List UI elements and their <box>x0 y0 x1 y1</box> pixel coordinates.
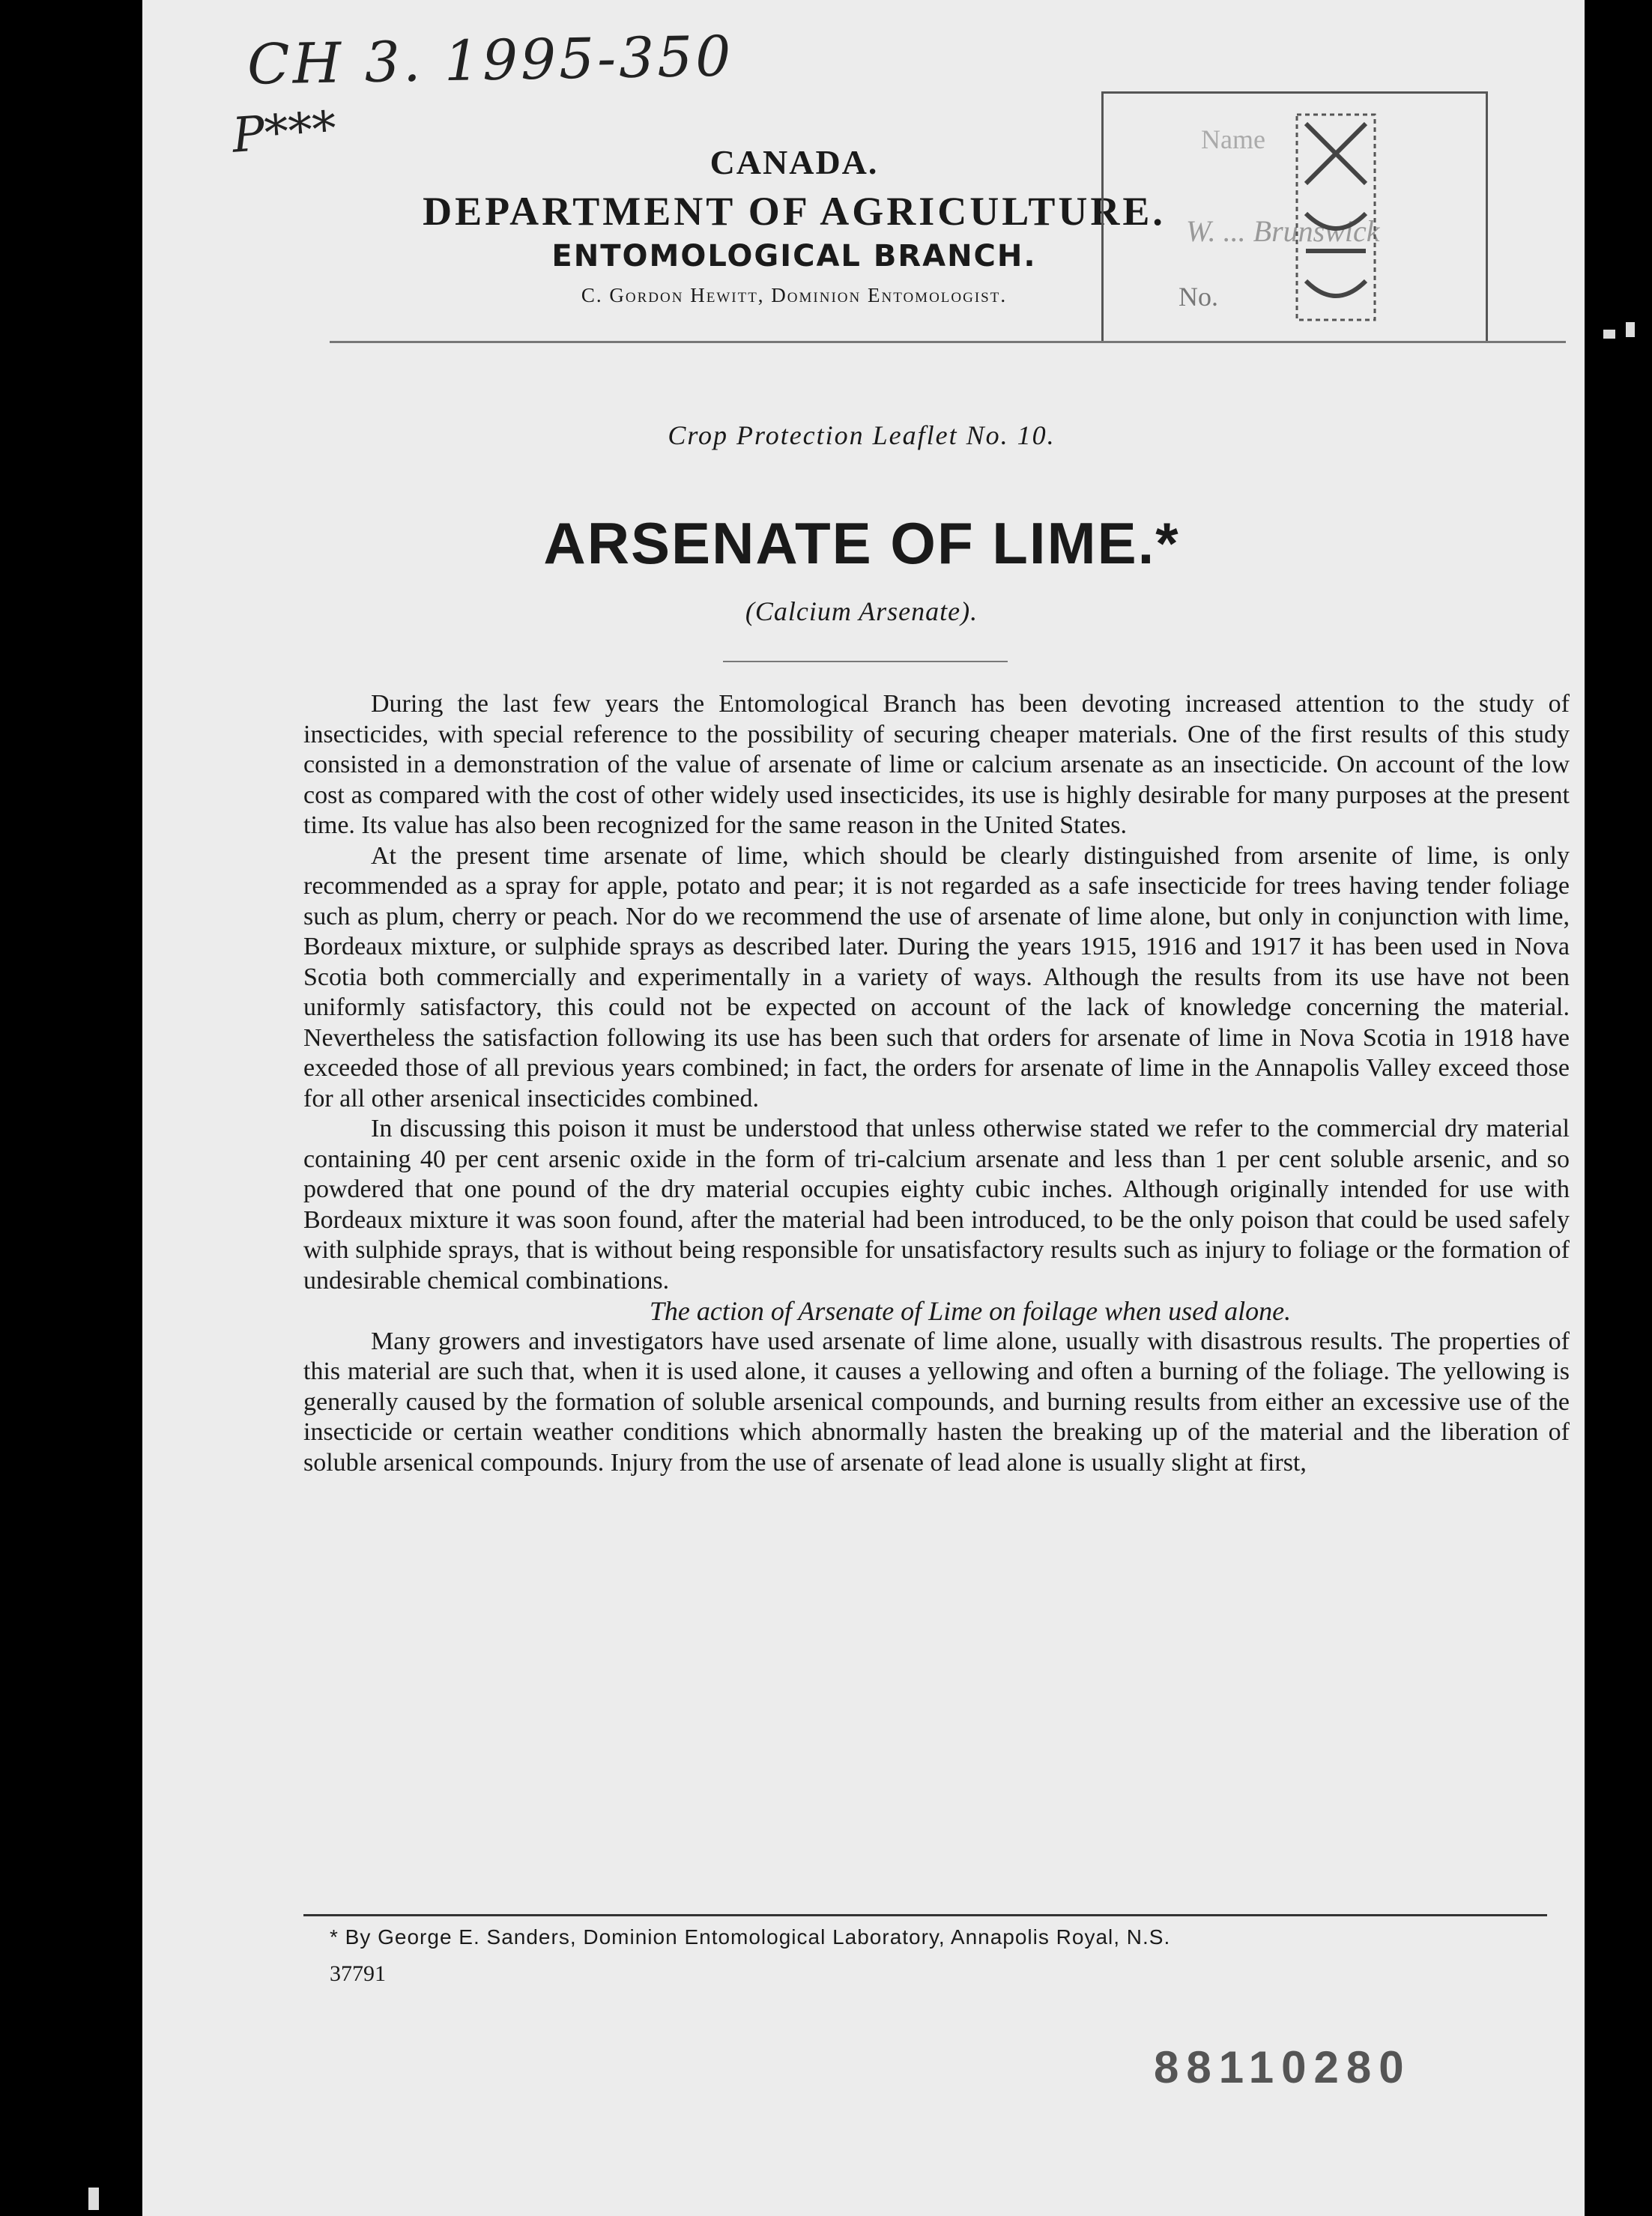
header-rule <box>330 341 1566 343</box>
section-heading: The action of Arsenate of Lime on foilage when used alone. <box>649 1296 1292 1326</box>
scan-speck <box>1626 322 1635 337</box>
section-paragraph: Many growers and investigators have used arsenate of lime alone, usually with disastrous results. The properties of this material are such that, when it is used alone, it causes a yellowing and often a burning of the foliage. The yellowing is generally caused by the formation of soluble arsenical compounds, and burning results from either an excessive use of the insecticide or certain weather conditions which abnormally hasten the breaking up of the material and the liberation of soluble arsenical compounds. Injury from the use of arsenate of lead alone is usually slight at first, <box>303 1327 1570 1477</box>
document-page <box>142 0 1585 2216</box>
footnote-rule <box>303 1914 1547 1916</box>
library-stamp <box>1101 91 1488 343</box>
document-title: ARSENATE OF LIME.* <box>543 510 1180 576</box>
handwritten-call-number: CH 3. 1995-350 <box>246 24 735 97</box>
handwritten-mark: P*** <box>230 101 339 164</box>
stamp-name-line: Name <box>1201 124 1265 154</box>
print-number: 37791 <box>330 1961 386 1986</box>
entomologist-line: C. Gordon Hewitt, Dominion Entomologist. <box>581 284 1008 306</box>
document-subtitle: (Calcium Arsenate). <box>745 596 978 626</box>
stamp-place-line: W. ... Brunswick <box>1186 214 1380 248</box>
microfilm-serial: 88110280 <box>1154 2042 1412 2092</box>
department-heading: DEPARTMENT OF AGRICULTURE. <box>423 189 1166 234</box>
stamp-emblem-icon <box>1291 109 1381 326</box>
country-heading: CANADA. <box>709 143 879 181</box>
scan-speck <box>88 2188 99 2210</box>
paragraph-1: During the last few years the Entomological Branch has been devoting increased attention to the study of insecticides, with special reference to the possibility of securing cheaper materials. One of the first results of this study consisted in a demonstration of the value of arsenate of lime or calcium arsenate as an insecticide. On account of the low cost as compared with the cost of other widely used insecticides, its use is highly desirable for many purposes at the present time. Its value has also been recognized for the same reason in the United States. <box>303 690 1570 839</box>
leaflet-number: Crop Protection Leaflet No. 10. <box>668 420 1056 450</box>
paragraph-2: At the present time arsenate of lime, which should be clearly distinguished from arsenite of lime, is only recommended as a spray for apple, potato and pear; it is not regarded as a safe insecticide for trees having tender foliage such as plum, cherry or peach. Nor do we recommend the use of arsenate of lime alone, but only in conjunction with lime, Bordeaux mixture, or sulphide sprays as described later. During the years 1915, 1916 and 1917 it has been used in Nova Scotia both commercially and experimentally in a variety of ways. Although the results from its use have not been uniformly satisfactory, this could not be expected on account of the lack of knowledge concerning the material. Nevertheless the satisfaction following its use has been such that orders for arsenate of lime in Nova Scotia in 1918 have exceeded those of all previous years combined; in fact, the orders for arsenate of lime in the Annapolis Valley exceed those for all other arsenical insecticides combined. <box>303 841 1570 1112</box>
stamp-number-line: No. <box>1179 282 1218 312</box>
title-rule <box>723 661 1008 662</box>
author-footnote: * By George E. Sanders, Dominion Entomological Laboratory, Annapolis Royal, N.S. <box>330 1925 1171 1949</box>
body-text <box>303 689 1570 1478</box>
paragraph-3: In discussing this poison it must be understood that unless otherwise stated we refer to the commercial dry material containing 40 per cent arsenic oxide in the form of tri-calcium arsenate and less than 1 per cent soluble arsenic, and so powdered that one pound of the dry material occupies eighty cubic inches. Although originally intended for use with Bordeaux mixture it was soon found, after the material had been introduced, to be the only poison that could be used safely with sulphide sprays, that is without being responsible for unsatisfactory results such as injury to foliage or the formation of undesirable chemical combinations. <box>303 1115 1570 1295</box>
branch-heading: ENTOMOLOGICAL BRANCH. <box>551 239 1037 273</box>
scan-speck <box>1603 330 1615 339</box>
